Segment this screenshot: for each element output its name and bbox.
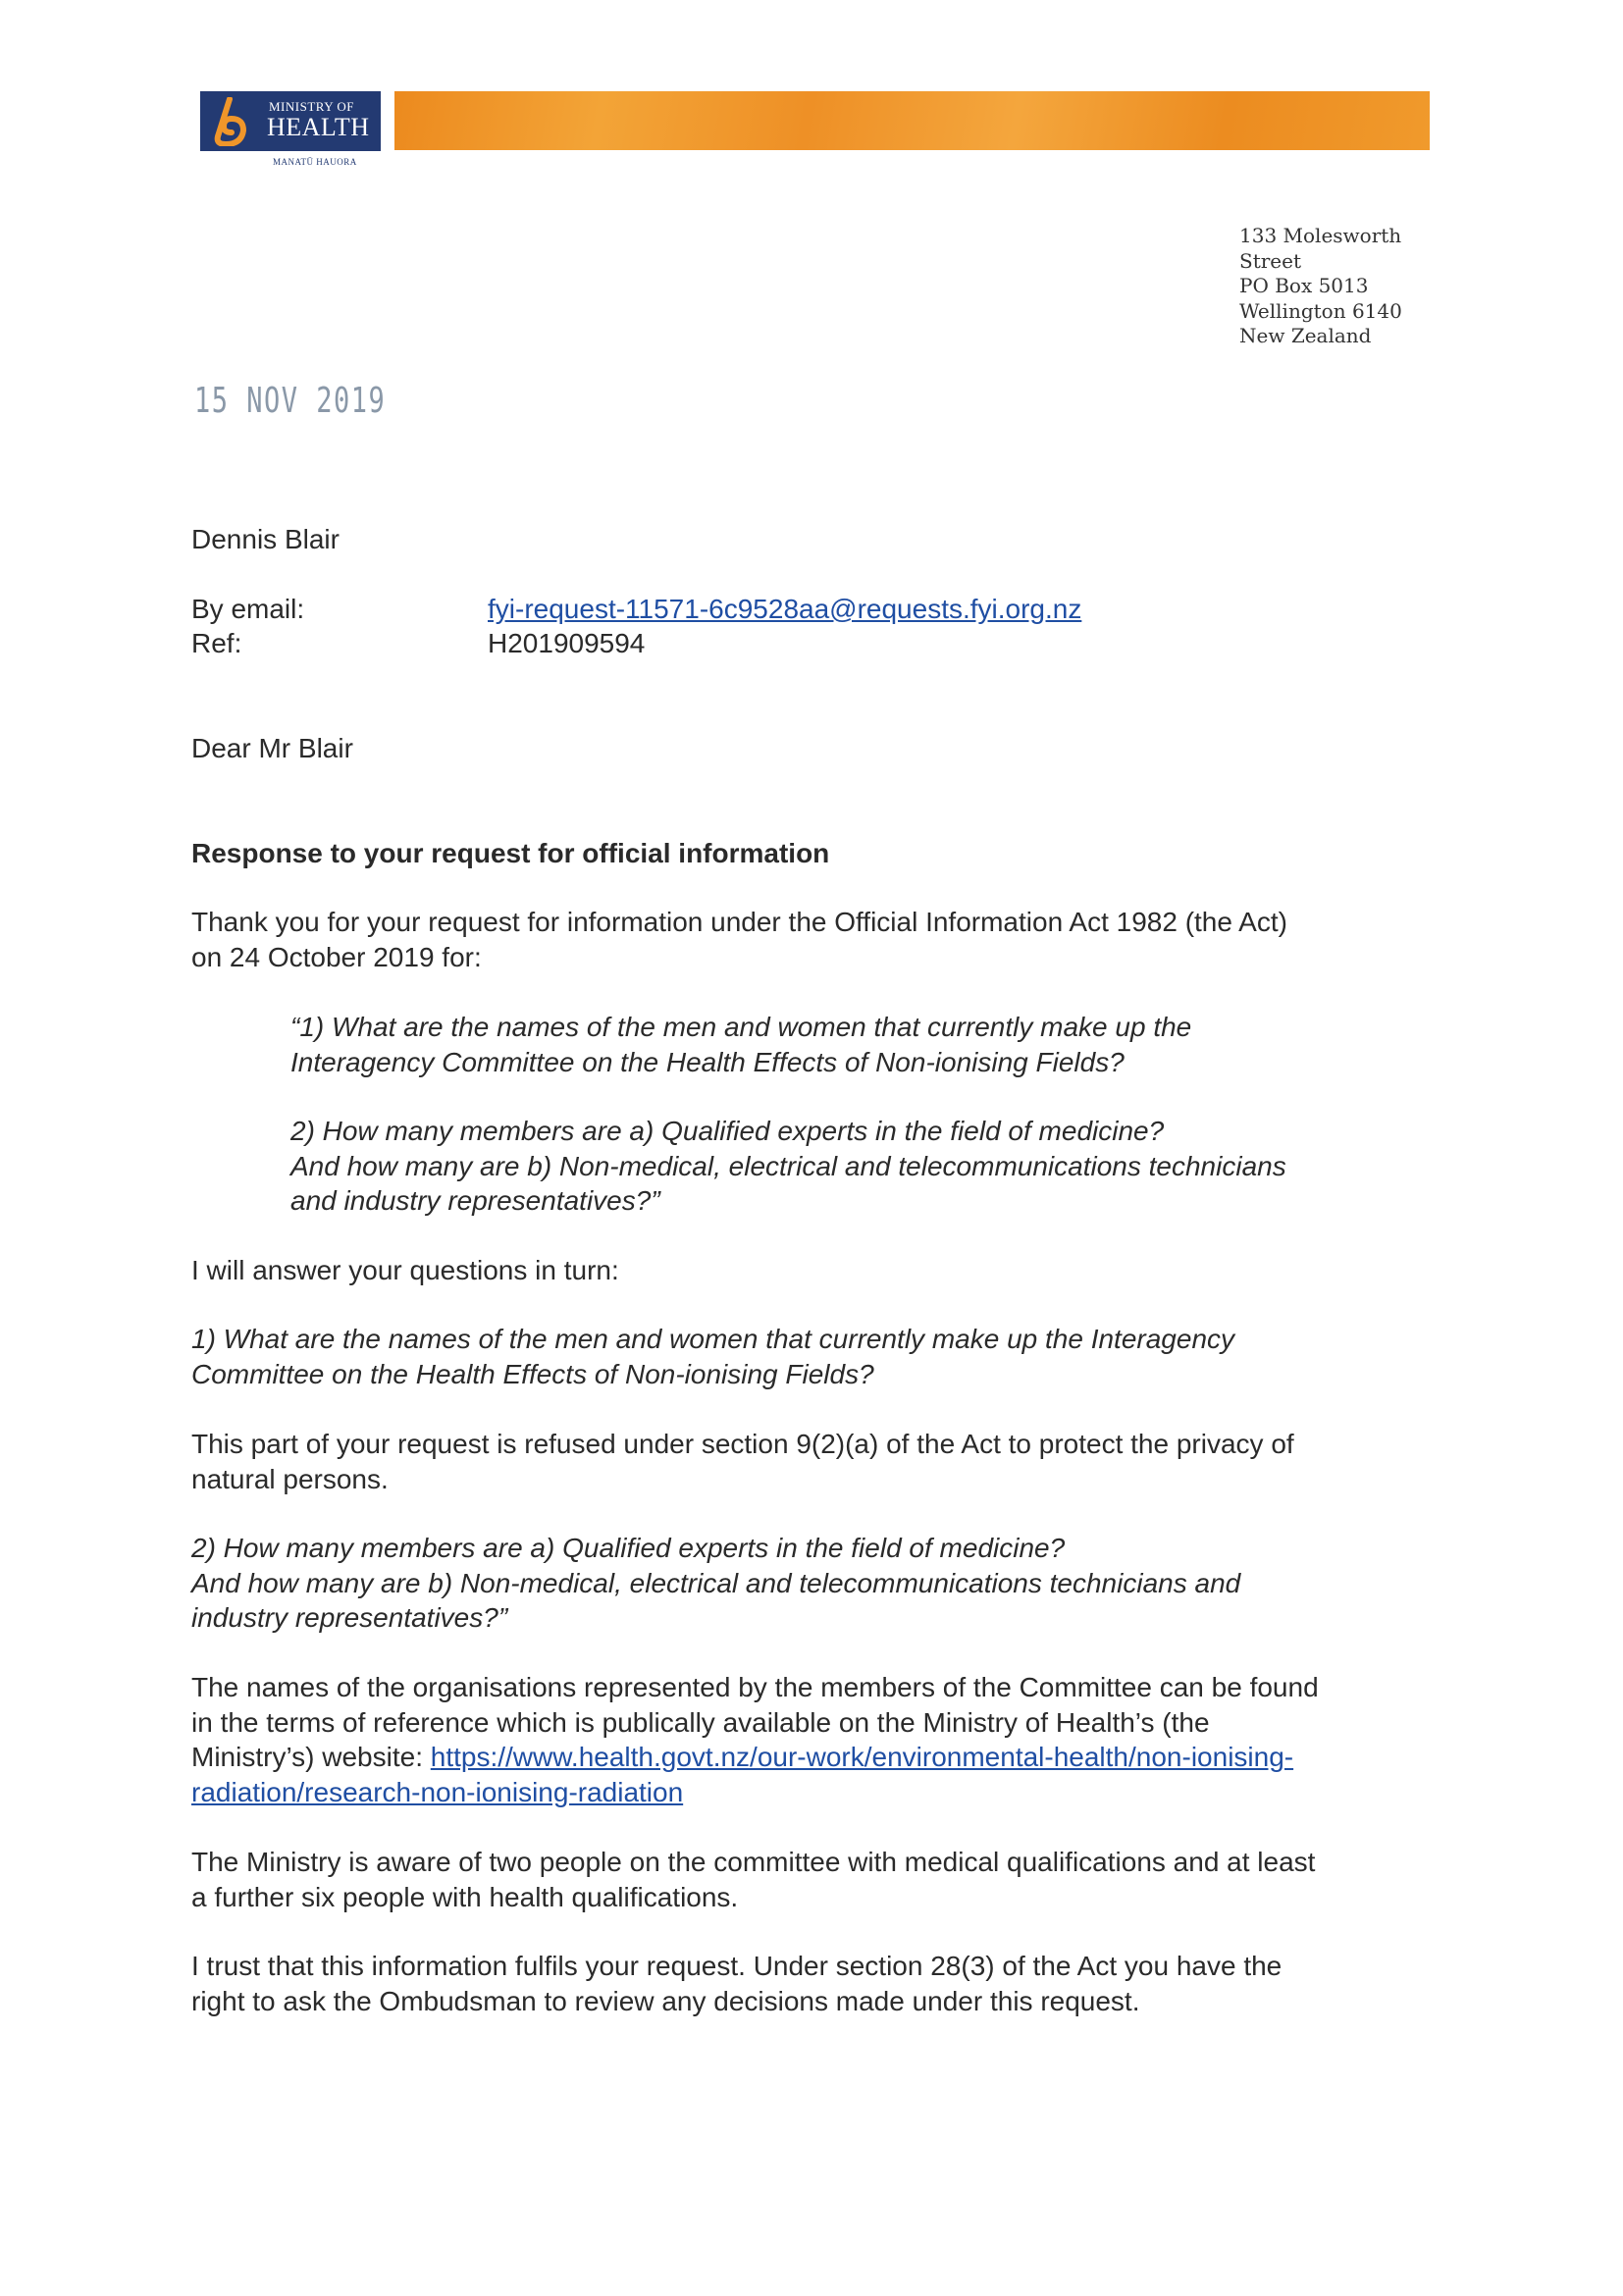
answer-1: [191, 1427, 1294, 1496]
text-line: 2) How many members are a) Qualified experts in the field of medicine?: [290, 1116, 1165, 1146]
text-line: 2) How many members are a) Qualified experts in the field of medicine?: [191, 1533, 1066, 1563]
terms-of-reference-link-cont[interactable]: radiation/research-non-ionising-radiation: [191, 1776, 684, 1807]
address-line: Street: [1239, 248, 1302, 273]
text-line: right to ask the Ombudsman to review any decisions made under this request.: [191, 1985, 1140, 2016]
recipient-email-link[interactable]: fyi-request-11571-6c9528aa@requests.fyi.org.nz: [488, 594, 1082, 624]
logo-maori-name: MANATŪ HAUORA: [273, 157, 357, 167]
text-line: The Ministry is aware of two people on the committee with medical qualifications and at least: [191, 1847, 1316, 1877]
terms-of-reference-link[interactable]: https://www.health.govt.nz/our-work/environmental-health/non-ionising-: [430, 1742, 1294, 1772]
text-line: And how many are b) Non-medical, electrical and telecommunications technicians: [290, 1150, 1286, 1181]
answer-3: [191, 1845, 1315, 1914]
logo-text-health: HEALTH: [267, 113, 370, 141]
sender-address: [1239, 224, 1402, 349]
intro-paragraph: [191, 905, 1287, 974]
text-line: a further six people with health qualifications.: [191, 1881, 739, 1912]
text-line: 1) What are the names of the men and women that currently make up the Interagency: [191, 1324, 1235, 1354]
salutation: Dear Mr Blair: [191, 733, 353, 763]
text-line: Committee on the Health Effects of Non-ionising Fields?: [191, 1358, 874, 1389]
ref-number: H201909594: [488, 628, 646, 658]
text-line: The names of the organisations represented by the members of the Committee can be found: [191, 1672, 1319, 1702]
text-line: in the terms of reference which is publically available on the Ministry of Health’s (the: [191, 1706, 1210, 1738]
quoted-request-2: [290, 1114, 1286, 1219]
question-1: [191, 1322, 1234, 1391]
text-line: I trust that this information fulfils your request. Under section 28(3) of the Act you have the: [191, 1951, 1283, 1981]
address-line: 133 Molesworth: [1239, 224, 1402, 247]
text-line: industry representatives?”: [191, 1602, 508, 1633]
koru-logo-icon: [208, 97, 251, 146]
ref-label: Ref:: [191, 628, 242, 658]
text-line: “1) What are the names of the men and women that currently make up the: [290, 1012, 1192, 1042]
answer-intro: I will answer your questions in turn:: [191, 1255, 619, 1285]
recipient-name: Dennis Blair: [191, 524, 340, 554]
quoted-request-1: [290, 1010, 1191, 1079]
date-stamp: 15 NOV 2019: [194, 381, 387, 421]
text-line: [191, 1740, 1319, 1775]
text-line: and industry representatives?”: [290, 1185, 660, 1216]
text-line: Interagency Committee on the Health Effects of Non-ionising Fields?: [290, 1046, 1125, 1077]
ministry-logo: [200, 91, 381, 151]
text-line: This part of your request is refused under section 9(2)(a) of the Act to protect the privacy of: [191, 1429, 1294, 1459]
address-line: Wellington 6140: [1239, 298, 1402, 323]
letter-heading: Response to your request for official information: [191, 838, 830, 868]
text-line: on 24 October 2019 for:: [191, 941, 482, 972]
closing-paragraph: [191, 1949, 1282, 2018]
text-line: And how many are b) Non-medical, electrical and telecommunications technicians and: [191, 1567, 1241, 1598]
text-segment: Ministry’s) website:: [191, 1742, 431, 1772]
text-line: Thank you for your request for information under the Official Information Act 1982 (the Act): [191, 907, 1287, 937]
text-line: natural persons.: [191, 1463, 389, 1494]
logo-text-ministry-of: MINISTRY OF: [269, 99, 355, 114]
question-2: [191, 1531, 1240, 1636]
address-line: New Zealand: [1239, 324, 1372, 347]
address-line: PO Box 5013: [1239, 274, 1369, 297]
by-email-label: By email:: [191, 594, 305, 624]
letterhead-banner: [394, 91, 1430, 150]
answer-2: [191, 1670, 1319, 1809]
